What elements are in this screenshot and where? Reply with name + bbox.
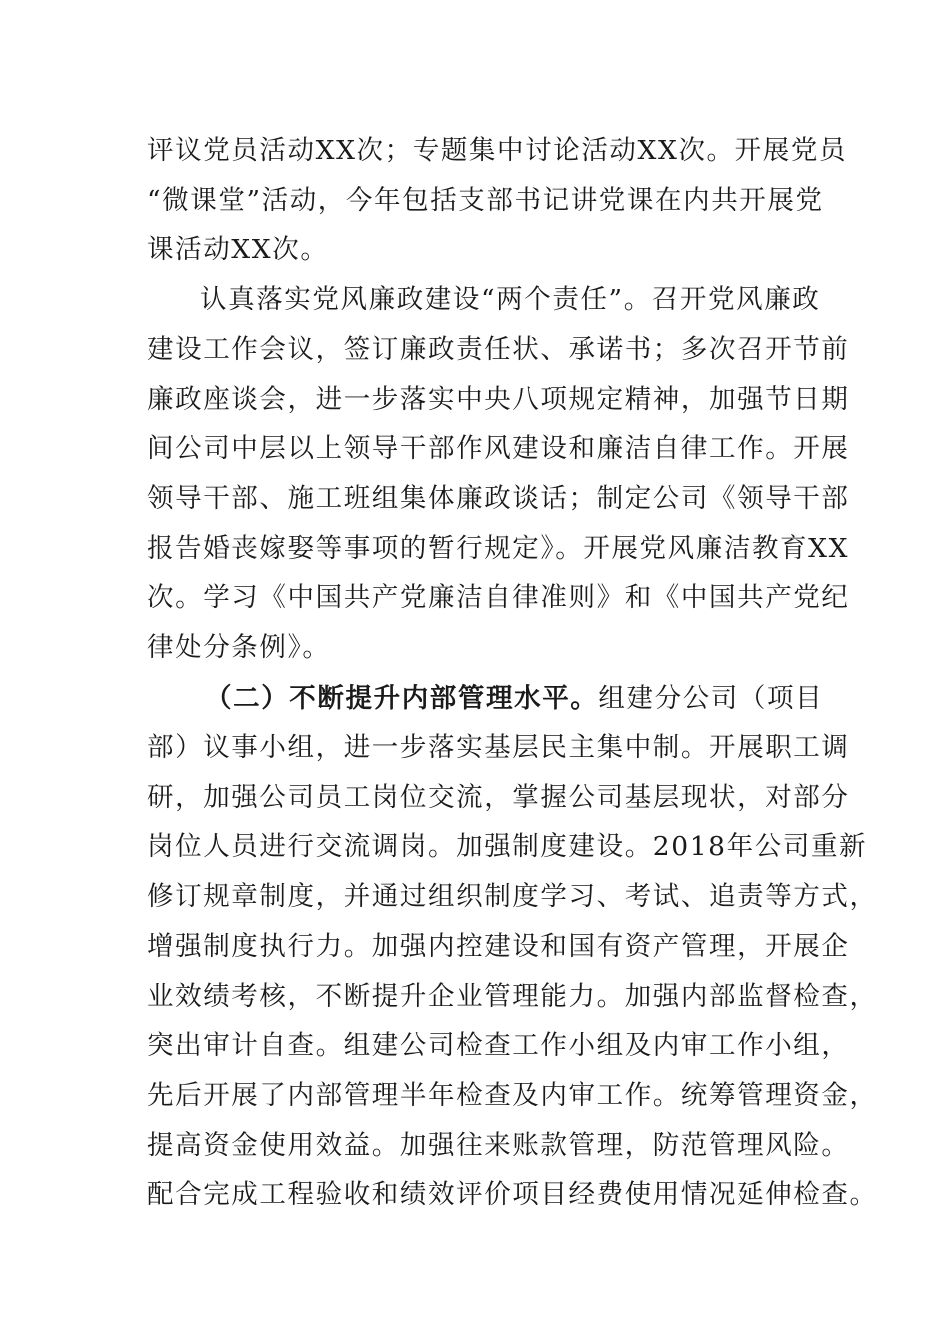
paragraph-2-line-5: 领导干部、施工班组集体廉政谈话；制定公司《领导干部 [147,483,850,514]
paragraph-3-line-8: 突出审计自查。组建公司检查工作小组及内审工作小组， [147,1030,850,1061]
paragraph-3-line-9: 先后开展了内部管理半年检查及内审工作。统筹管理资金， [147,1080,878,1111]
paragraph-1-line-3: 课活动XX次。 [147,234,329,265]
paragraph-2-line-8: 律处分条例》。 [147,632,331,663]
paragraph-3-line-2: 部）议事小组，进一步落实基层民主集中制。开展职工调 [147,732,850,763]
paragraph-3-line-7: 业效绩考核，不断提升企业管理能力。加强内部监督检查， [147,981,878,1012]
paragraph-3-line-1 [205,684,823,714]
paragraph-3-line-3: 研，加强公司员工岗位交流，掌握公司基层现状，对部分 [147,782,850,813]
paragraph-2-line-2: 建设工作会议，签订廉政责任状、承诺书；多次召开节前 [147,334,850,365]
paragraph-3-line-4: 岗位人员进行交流调岗。加强制度建设。2018年公司重新 [147,831,868,862]
paragraph-3-line-10: 提高资金使用效益。加强往来账款管理，防范管理风险。 [147,1130,850,1161]
paragraph-2-line-7: 次。学习《中国共产党廉洁自律准则》和《中国共产党纪 [147,582,850,613]
paragraph-1-line-1: 评议党员活动XX次；专题集中讨论活动XX次。开展党员 [147,135,848,166]
paragraph-2-line-3: 廉政座谈会，进一步落实中央八项规定精神，加强节日期 [147,384,850,415]
paragraph-2-line-6: 报告婚丧嫁娶等事项的暂行规定》。开展党风廉洁教育XX [147,533,850,564]
paragraph-2-line-4: 间公司中层以上领导干部作风建设和廉洁自律工作。开展 [147,433,850,464]
paragraph-1-line-2: “微课堂”活动，今年包括支部书记讲党课在内共开展党 [147,185,824,216]
paragraph-3-line-6: 增强制度执行力。加强内控建设和国有资产管理，开展企 [147,931,850,962]
section-heading: （二）不断提升内部管理水平。 [205,683,599,714]
paragraph-3-line-1-rest: 组建分公司（项目 [598,683,824,714]
paragraph-3-line-5: 修订规章制度，并通过组织制度学习、考试、追责等方式， [147,881,878,912]
paragraph-2-line-1: 认真落实党风廉政建设“两个责任”。召开党风廉政 [200,284,821,315]
paragraph-3-line-11: 配合完成工程验收和绩效评价项目经费使用情况延伸检查。 [147,1179,878,1210]
